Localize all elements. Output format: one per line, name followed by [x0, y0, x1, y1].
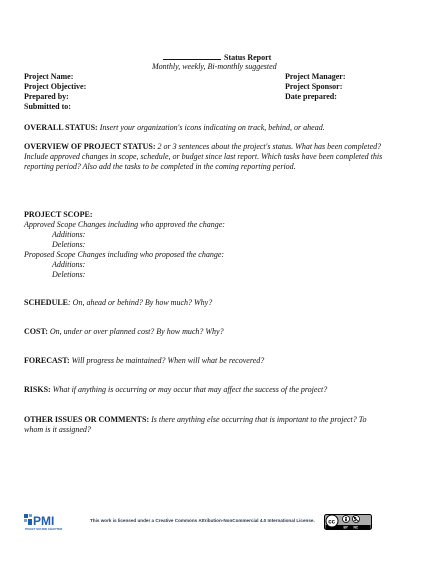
proposed-additions: Additions:	[52, 260, 86, 269]
risks-label: RISKS:	[24, 385, 51, 394]
proposed-scope-changes: Proposed Scope Changes including who proposed the change:	[24, 250, 225, 259]
pmi-logo-subtext: PUGET SOUND CHAPTER	[25, 527, 63, 531]
approved-deletions: Deletions:	[52, 240, 86, 249]
overview-section	[24, 142, 384, 172]
pmi-logo	[24, 513, 86, 531]
other-issues-section	[24, 415, 384, 435]
project-manager-label: Project Manager:	[285, 72, 346, 81]
svg-text:$: $	[353, 517, 357, 523]
cc-by-label: BY	[343, 525, 348, 530]
cost-text: On, under or over planned cost? By how much? Why?	[49, 327, 224, 336]
schedule-section	[24, 298, 212, 308]
title-text: Status Report	[224, 53, 272, 62]
date-prepared-label: Date prepared:	[285, 92, 337, 101]
report-subtitle: Monthly, weekly, Bi-monthly suggested	[152, 62, 277, 71]
cost-section	[24, 327, 224, 337]
other-issues-label: OTHER ISSUES OR COMMENTS:	[24, 415, 150, 424]
overall-status-section	[24, 123, 386, 133]
forecast-text: Will progress be maintained? When will what be recovered?	[71, 356, 265, 365]
approved-scope-changes: Approved Scope Changes including who approved the change:	[24, 220, 225, 229]
risks-text: What if anything is occurring or may occur that may affect the success of the project?	[52, 385, 328, 394]
creative-commons-badge-icon[interactable]	[324, 514, 372, 530]
overall-status-text: Insert your organization's icons indicating on track, behind, or ahead.	[99, 123, 325, 132]
overview-label: OVERVIEW OF PROJECT STATUS:	[24, 142, 156, 151]
proposed-deletions: Deletions:	[52, 270, 86, 279]
project-name-label: Project Name:	[24, 72, 74, 81]
cost-label: COST:	[24, 327, 48, 336]
license-text: This work is licensed under a Creative Commons Attribution-NonCommercial 4.0 International License.	[90, 518, 315, 523]
approved-additions: Additions:	[52, 230, 86, 239]
svg-text:cc: cc	[328, 519, 335, 526]
license-footer	[24, 513, 372, 531]
schedule-label: SCHEDULE	[24, 298, 69, 307]
other-issues-text: Is there anything else occurring that is important to the project? To whom is it assigned?	[24, 415, 367, 434]
overview-text: 2 or 3 sentences about the project's status. What has been completed? Include approved changes in scope, schedule, or budget since last report. Which tasks have been completed this reporting period? Also add the tasks to be completed in the coming reporting period.	[24, 142, 383, 171]
project-objective-label: Project Objective:	[24, 82, 87, 91]
forecast-section	[24, 356, 264, 366]
submitted-to-label: Submitted to:	[24, 102, 71, 111]
overall-status-label: OVERALL STATUS:	[24, 123, 98, 132]
prepared-by-label: Prepared by:	[24, 92, 69, 101]
cc-nc-label: NC	[353, 525, 359, 530]
forecast-label: FORECAST:	[24, 356, 70, 365]
pmi-logo-text: PMI	[33, 514, 55, 528]
risks-section	[24, 385, 327, 395]
title-blank-line	[163, 52, 221, 60]
project-scope-label: PROJECT SCOPE:	[24, 210, 93, 219]
project-sponsor-label: Project Sponsor:	[285, 82, 343, 91]
schedule-text: : On, ahead or behind? By how much? Why?	[68, 298, 213, 307]
